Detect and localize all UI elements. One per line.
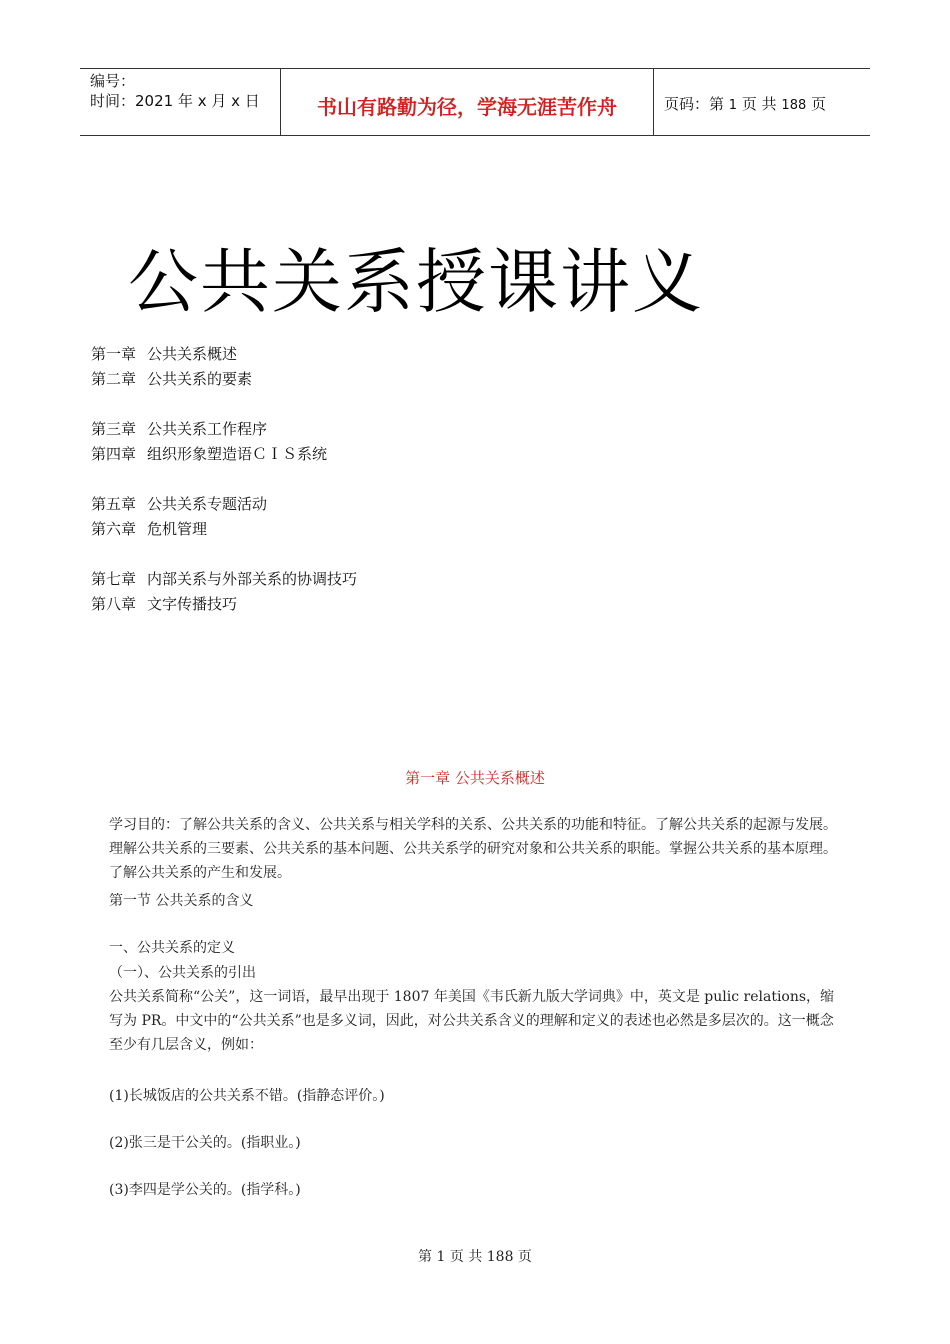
toc-item [91,443,327,464]
toc-chapter-number: 第一章 [91,345,137,363]
subheading-origin: （一）、公共关系的引出 [109,965,256,981]
page-total: 188 [781,98,807,113]
page-suffix: 页 [811,95,827,113]
toc-item [91,418,267,439]
page-current: 1 [728,98,738,113]
toc-chapter-number: 第八章 [91,595,137,613]
toc-chapter-name: 公共关系概述 [147,345,238,363]
header-motto: 书山有路勤为径，学海无涯苦作舟 [281,69,654,135]
section-heading: 第一节 公共关系的含义 [109,893,254,909]
toc-chapter-number: 第三章 [91,420,137,438]
header-meta [80,69,281,135]
toc-item [91,343,237,364]
toc-chapter-name: 组织形象塑造语ＣＩＳ系统 [147,445,328,463]
toc-chapter-name: 公共关系专题活动 [147,495,268,513]
toc-chapter-name: 公共关系工作程序 [147,420,268,438]
number-label: 编号： [90,72,136,90]
page-prefix: 页码：第 [664,95,725,113]
toc-chapter-number: 第二章 [91,370,137,388]
intro-paragraph: 公共关系简称“公关”，这一词语，最早出现于 1807 年美国《韦氏新九版大学词典》中，英文是 pulic relations，缩写为 PR。中文中的“公共关系”也是多义词，因此，对公共关系含义的理解和定义的表述也必然是多层次的。这一概念至少有几层含义，例如： [109,989,835,1053]
toc-item [91,568,357,589]
example-item: (2)张三是干公关的。(指职业。) [109,1135,301,1151]
time-label: 时间：2021 年 x 月 x 日 [90,92,260,110]
toc-chapter-number: 第六章 [91,520,137,538]
toc-chapter-number: 第七章 [91,570,137,588]
subheading-definition: 一、公共关系的定义 [109,940,235,956]
page-header [80,68,870,136]
example-item: (3)李四是学公关的。(指学科。) [109,1182,301,1198]
document-title: 公共关系授课讲义 [128,241,704,323]
toc-chapter-name: 公共关系的要素 [147,370,253,388]
toc-item [91,368,252,389]
toc-chapter-number: 第五章 [91,495,137,513]
header-page-info [654,69,870,135]
page-footer: 第 1 页 共 188 页 [418,1249,532,1265]
example-item: (1)长城饭店的公共关系不错。(指静态评价。) [109,1088,385,1104]
toc-item [91,518,207,539]
toc-item [91,493,267,514]
chapter-title: 第一章 公共关系概述 [405,769,545,787]
toc-item [91,593,237,614]
page-mid: 页 共 [741,95,777,113]
toc-chapter-number: 第四章 [91,445,137,463]
toc-chapter-name: 危机管理 [147,520,208,538]
toc-chapter-name: 文字传播技巧 [147,595,238,613]
learning-objectives: 学习目的：了解公共关系的含义、公共关系与相关学科的关系、公共关系的功能和特征。了解公共关系的起源与发展。理解公共关系的三要素、公共关系的基本问题、公共关系学的研究对象和公共关系的职能。掌握公共关系的基本原理。了解公共关系的产生和发展。 [109,817,837,881]
toc-chapter-name: 内部关系与外部关系的协调技巧 [147,570,358,588]
